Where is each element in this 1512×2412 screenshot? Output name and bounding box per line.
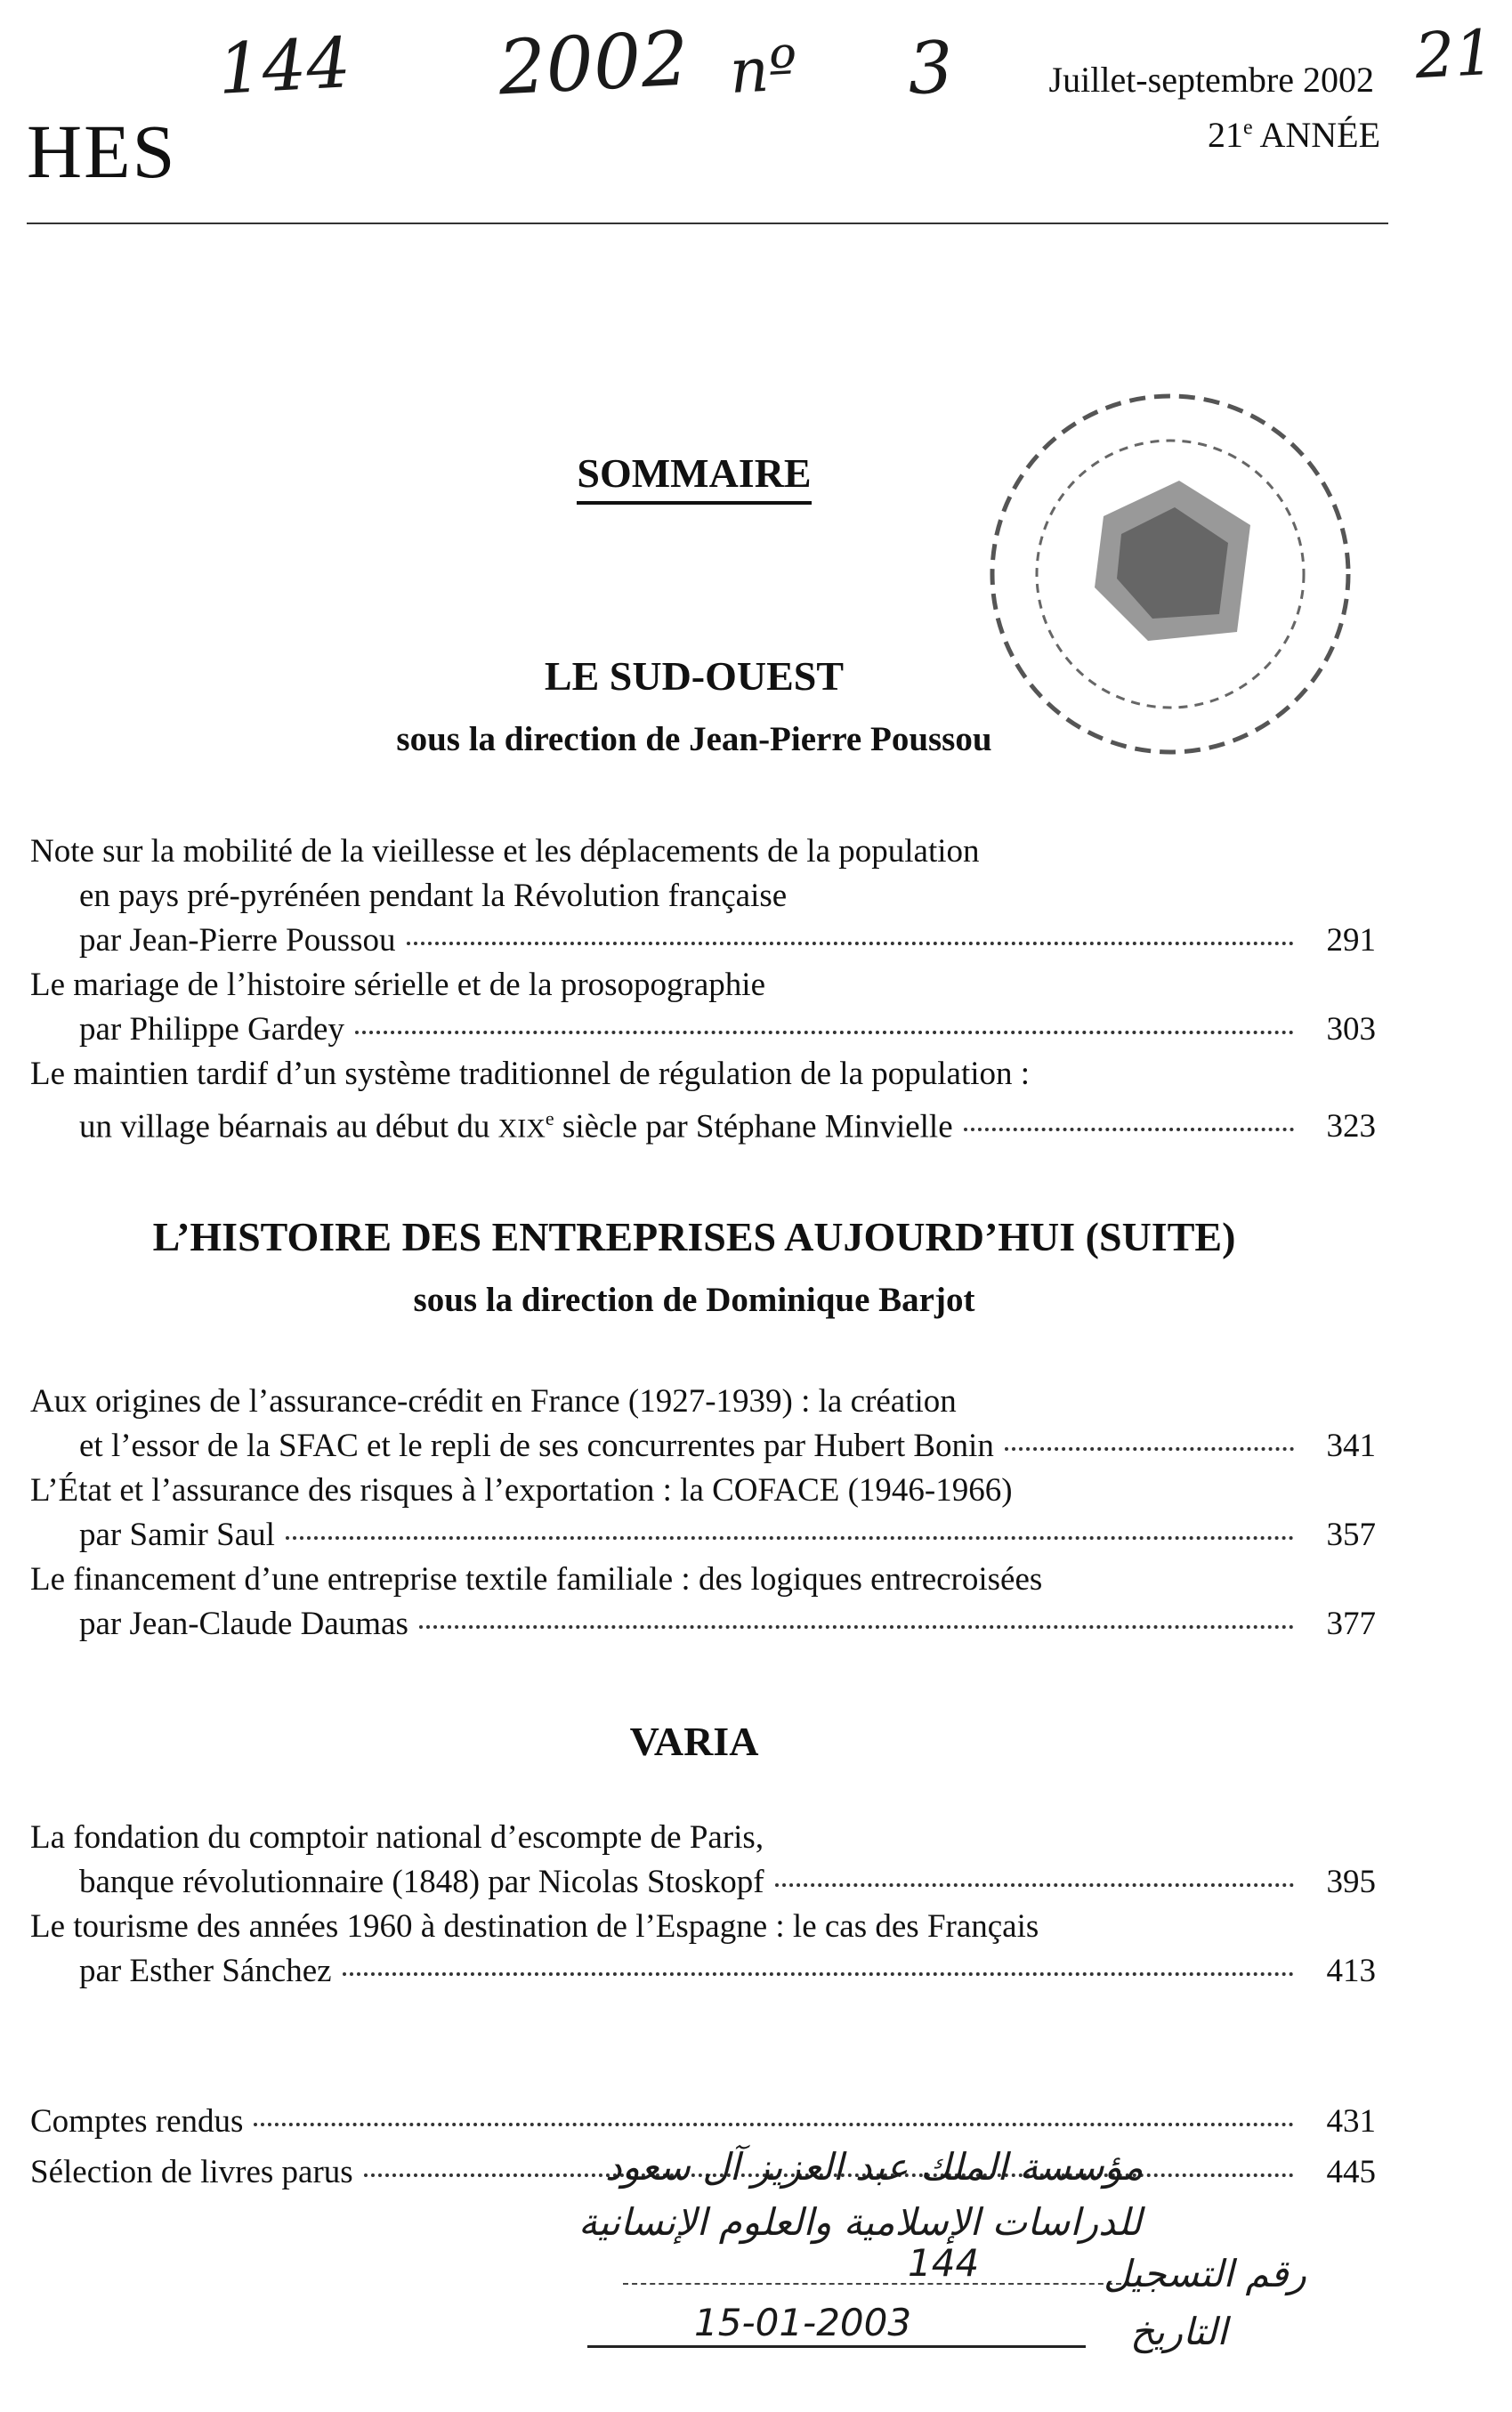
dot-leader <box>355 1031 1294 1034</box>
toc-entry <box>30 1905 1376 1994</box>
dot-leader <box>964 1128 1294 1131</box>
page-number: 445 <box>1326 2154 1376 2190</box>
journal-title: HES <box>27 109 177 194</box>
handwritten-year: 2002 <box>496 14 691 112</box>
issue-year <box>1208 114 1380 156</box>
entry-author: et l’essor de la SFAC et le repli de ses concurrentes par Hubert Bonin <box>79 1428 994 1464</box>
entry-author: par Samir Saul <box>79 1517 275 1553</box>
stamp-reg-label: رقم التسجيل <box>1104 2252 1306 2295</box>
page-number: 341 <box>1326 1428 1376 1464</box>
section-title-entreprises: L’HISTOIRE DES ENTREPRISES AUJOURD’HUI (SUITE) <box>152 1214 1236 1259</box>
entry-author: par Jean-Pierre Poussou <box>79 922 396 959</box>
toc-section-entreprises <box>30 1380 1376 1647</box>
entry-line: L’État et l’assurance des risques à l’exportation : la COFACE (1946-1966) <box>30 1472 1013 1509</box>
section-subtitle-entreprises: sous la direction de Dominique Barjot <box>413 1281 975 1319</box>
entry-line: Note sur la mobilité de la vieillesse et les déplacements de la population <box>30 833 980 870</box>
toc-entry <box>30 1469 1376 1558</box>
year-word: ANNÉE <box>1259 115 1380 155</box>
toc-section-sud-ouest <box>30 830 1376 1151</box>
dot-leader <box>286 1536 1294 1540</box>
entry-line: Aux origines de l’assurance-crédit en France (1927-1939) : la création <box>30 1383 957 1420</box>
page-title: SOMMAIRE <box>0 449 1388 497</box>
entry-last-line <box>30 1097 1376 1151</box>
handwritten-issue: 3 <box>905 25 956 111</box>
entry-last-line <box>30 1860 1376 1905</box>
header-rule <box>27 223 1388 224</box>
entry-last-line <box>30 1602 1376 1647</box>
toc-entry <box>30 1816 1376 1905</box>
entry-last-line <box>30 1949 1376 1994</box>
entry-line: Le financement d’une entreprise textile familiale : des logiques entrecroisées <box>30 1561 1043 1598</box>
stamp-reg-value: 144 <box>908 2241 980 2285</box>
entry-last-line <box>30 1424 1376 1469</box>
entry-label: Sélection de livres parus <box>30 2154 353 2190</box>
toc-entry <box>30 1558 1376 1647</box>
toc-section-varia <box>30 1816 1376 1994</box>
dot-leader <box>775 1883 1294 1887</box>
page-number: 291 <box>1326 922 1376 959</box>
handwritten-corner: 21 <box>1412 15 1497 93</box>
dot-leader <box>419 1625 1294 1629</box>
year-sup: e <box>1243 116 1253 140</box>
entry-line: Le mariage de l’histoire sérielle et de la prosopographie <box>30 967 765 1003</box>
entry-author: par Philippe Gardey <box>79 1011 344 1048</box>
page-number: 413 <box>1326 1953 1376 1989</box>
dot-leader <box>1005 1447 1294 1451</box>
stamp-subtitle: للدراسات الإسلامية والعلوم الإنسانية <box>578 2200 1142 2244</box>
section-subtitle-sud-ouest: sous la direction de Jean-Pierre Poussou <box>396 720 992 758</box>
year-number: 21 <box>1208 115 1244 155</box>
stamp-date-value: 15-01-2003 <box>694 2301 912 2344</box>
handwritten-issue-label: nº <box>727 34 799 108</box>
section-title-varia: VARIA <box>629 1719 759 1764</box>
stamp-date-label: التاريخ <box>1130 2310 1228 2353</box>
entry-line: Le tourisme des années 1960 à destination de l’Espagne : le cas des Français <box>30 1908 1039 1945</box>
entry-label: Comptes rendus <box>30 2103 244 2140</box>
toc-entry <box>30 963 1376 1052</box>
toc-entry <box>30 830 1376 963</box>
stamp-reg-underline <box>623 2283 1121 2285</box>
dot-leader <box>407 942 1294 945</box>
dot-leader <box>254 2123 1294 2126</box>
toc-entry-comptes-rendus <box>30 2096 1376 2147</box>
entry-last-line <box>30 919 1376 963</box>
issue-period: Juillet-septembre 2002 <box>1048 60 1374 100</box>
page-number: 377 <box>1326 1606 1376 1642</box>
entry-author: par Esther Sánchez <box>79 1953 332 1989</box>
library-registration-stamp <box>570 2145 1371 2403</box>
entry-last-line <box>30 1513 1376 1558</box>
handwritten-ref: 144 <box>215 23 353 110</box>
entry-line: en pays pré-pyrénéen pendant la Révolution française <box>79 878 788 914</box>
section-title-sud-ouest: LE SUD-OUEST <box>544 653 845 699</box>
stamp-date-underline <box>587 2345 1086 2348</box>
entry-author: par Jean-Claude Daumas <box>79 1606 408 1642</box>
page-number: 323 <box>1326 1108 1376 1145</box>
entry-author: un village béarnais au début du XIXe siècle par Stéphane Minvielle <box>79 1107 953 1145</box>
page-number: 431 <box>1326 2103 1376 2140</box>
dot-leader <box>343 1972 1294 1976</box>
page-number: 395 <box>1326 1864 1376 1900</box>
page-number: 303 <box>1326 1011 1376 1048</box>
entry-last-line <box>30 1008 1376 1052</box>
stamp-institution: مؤسسة الملك عبد العزيز آل سعود <box>605 2145 1144 2189</box>
entry-line: Le maintien tardif d’un système traditionnel de régulation de la population : <box>30 1056 1031 1092</box>
toc-entry <box>30 1380 1376 1469</box>
toc-entry <box>30 1052 1376 1151</box>
entry-author: banque révolutionnaire (1848) par Nicolas Stoskopf <box>79 1864 764 1900</box>
page-number: 357 <box>1326 1517 1376 1553</box>
entry-line: La fondation du comptoir national d’escompte de Paris, <box>30 1819 764 1856</box>
